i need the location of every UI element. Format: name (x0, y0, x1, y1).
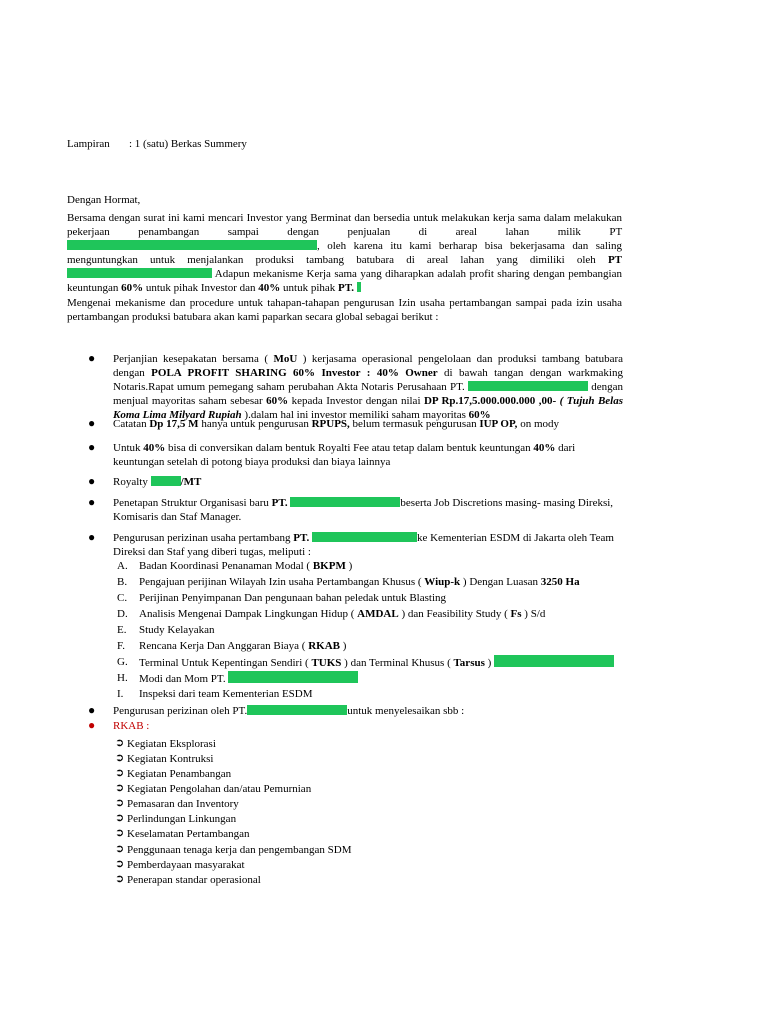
intro-text: Bersama dengan surat ini kami mencari Investor yang Berminat dan bersedia untuk melakukan kerja sama dalam melakukan pekerjaan penambangan sampai dengan penjualan di areal lahan milik PT (67, 212, 622, 238)
intro-text: untuk pihak (283, 282, 336, 294)
rkab-label: RKAB : (113, 720, 150, 732)
list-item-text: Penetapan Struktur Organisasi baru PT. beserta Job Discretions masing- masing Direksi, Komisaris dan Staf Manager. (113, 497, 614, 523)
redaction-mark (67, 240, 317, 250)
redaction-mark (312, 532, 417, 542)
lampiran-value: : 1 (satu) Berkas Summery (129, 138, 247, 150)
arrow-icon: ➲ (115, 737, 125, 749)
bullet-icon: ● (88, 416, 96, 430)
arrow-icon: ➲ (115, 843, 125, 855)
intro-pt: PT (607, 254, 622, 266)
redaction-mark (357, 282, 361, 292)
intro-text: Adapun mekanisme Kerja sama yang diharapkan adalah profit sharing dengan pembangian keuntungan (67, 268, 622, 294)
redaction-mark (290, 497, 400, 507)
redaction-mark (468, 381, 588, 391)
bullet-icon: ● (88, 474, 96, 488)
arrow-icon: ➲ (115, 767, 125, 779)
bullet-icon: ● (88, 495, 96, 509)
lampiran-label: Lampiran (67, 138, 110, 150)
list-item-text: Pengurusan perizinan oleh PT. untuk menyelesaikan sbb : (113, 705, 465, 717)
intro-paragraph (67, 211, 622, 295)
intro-text: , oleh karena itu kami berharap bisa bekerjasama dan saling menguntungkan untuk menjalankan produksi tambang batubara di areal lahan yang dimiliki oleh (67, 240, 622, 266)
list-item-text: Royalty /MT (113, 476, 202, 488)
bullet-icon: ● (88, 351, 96, 365)
bullet-icon: ● (88, 703, 96, 717)
greeting: Dengan Hormat, (67, 194, 141, 206)
mechanism-paragraph: Mengenai mekanisme dan procedure untuk tahapan-tahapan pengurusan Izin usaha pertambangan sampai pada izin usaha pertambangan produksi batubara akan kami paparkan secara global sebagai berikut : (67, 297, 622, 323)
bullet-icon: ● (88, 530, 96, 544)
redaction-mark (151, 476, 181, 486)
redaction-mark (228, 671, 358, 683)
arrow-icon: ➲ (115, 752, 125, 764)
document-page: Lampiran : 1 (satu) Berkas Summery Dengan Hormat, Bersama dengan surat ini kami mencari Investor yang Berminat dan bersedia untuk melakukan kerja sama dalam melakukan pekerjaan penambangan sampai dengan penjualan di areal lahan milik PT , oleh karena itu kami berharap bisa bekerjasama dan saling menguntungkan untuk menjalankan produksi tambang batubara di areal lahan yang dimiliki oleh PT Adapun mekanisme Kerja sama yang diharapkan adalah profit sharing dengan pembangian keuntungan 60% untuk pihak Investor dan 40% untuk pihak PT. Mengenai mekanisme dan procedure untuk tahapan-tahapan pengurusan Izin usaha pertambangan sampai pada izin usaha pertambangan produksi batubara akan kami paparkan secara global sebagai berikut : ● Perjanjian kesepakatan bersama ( MoU ) kerjasama operasional pengelolaan dan produksi tambang batubara dengan POLA PROFIT SHARING 60% Investor : 40% Owner di bawah tangan dengan warkmaking Notaris.Rapat umum pemegang saham perubahan Akta Notaris Perusahaan PT. dengan menjual mayoritas saham sebesar 60% kepada Investor dengan nilai DP Rp.17,5.000.000.000 ,00- ( Tujuh Belas Koma Lima Milyard Rupiah ).dalam hal ini investor memiliki saham mayoritas 60% ● Catatan Dp 17,5 M hanya untuk pengurusan RPUPS, belum termasuk pengurusan IUP OP, on mody ● Untuk 40% bisa di conversikan dalam bentuk Royalti Fee atau tetap dalam bentuk keuntungan 40% dari keuntungan setelah di potong biaya produksi dan biaya lainnya ● Royalty /MT ● Penetapan Struktur Organisasi baru PT. beserta Job Discretions masing- masing Direksi, Komisaris dan Staf Manager. ● Pengurusan perizinan usaha pertambang PT. ke Kementerian ESDM di Jakarta oleh Team Direksi dan Staf yang diberi tugas, meliputi : A. Badan Koordinasi Penanaman Modal ( BKPM ) B. Pengajuan perijinan Wilayah Izin usaha Pertambangan Khusus ( Wiup-k ) Dengan Luasan 3250 Ha C. Perijinan Penyimpanan Dan pengunaan bahan peledak untuk Blasting D. Analisis Mengenai Dampak Lingkungan Hidup ( AMDAL ) dan Feasibility Study ( Fs ) S/d E. Study Kelayakan F. Rencana Kerja Dan Anggaran Biaya ( RKAB ) G. Terminal Untuk Kepentingan Sendiri ( TUKS ) dan Terminal Khusus ( Tarsus ) H. Modi dan Mom PT. I. Inspeksi dari team Kementerian ESDM ● Pengurusan perizinan oleh PT. untuk menyelesaikan sbb : ● RKAB : ➲ Kegiatan Eksplorasi ➲ Kegiatan Kontruksi ➲ Kegiatan Penambangan ➲ Kegiatan Pengolahan dan/atau Pemurnian ➲ Pemasaran dan Inventory ➲ Perlindungan Linkungan ➲ Keselamatan Pertambangan ➲ Penggunaan tenaga kerja dan pengembangan SDM ➲ Pemberdayaan masyarakat ➲ Penerapan standar operasional (0, 0, 768, 1024)
arrow-icon: ➲ (115, 858, 125, 870)
intro-percent-investor: 60% (121, 282, 144, 294)
intro-percent-owner: 40% (258, 282, 281, 294)
redaction-mark (494, 655, 614, 667)
redaction-mark (67, 268, 212, 278)
bullet-icon: ● (88, 440, 96, 454)
list-item-text: Perjanjian kesepakatan bersama ( MoU ) kerjasama operasional pengelolaan dan produksi tambang batubara dengan POLA PROFIT SHARING 60% Investor : 40% Owner di bawah tangan dengan warkmaking Notaris.Rapat umum pemegang saham perubahan Akta Notaris Perusahaan PT. dengan menjual mayoritas saham sebesar 60% kepada Investor dengan nilai DP Rp.17,5.000.000.000 ,00- ( Tujuh Belas Koma Lima Milyard Rupiah ).dalam hal ini investor memiliki saham mayoritas 60% (113, 353, 624, 421)
lampiran-line (67, 137, 622, 151)
intro-text: untuk pihak Investor dan (145, 282, 256, 294)
redaction-mark (247, 705, 347, 715)
arrow-icon: ➲ (115, 873, 125, 885)
arrow-icon: ➲ (115, 827, 125, 839)
bullet-icon: ● (88, 718, 96, 732)
list-item-text: Untuk 40% bisa di conversikan dalam bentuk Royalti Fee atau tetap dalam bentuk keuntungan 40% dari keuntungan setelah di potong biaya produksi dan biaya lainnya (113, 442, 576, 468)
intro-pt: PT. (338, 282, 355, 294)
list-item-text: Catatan Dp 17,5 M hanya untuk pengurusan RPUPS, belum termasuk pengurusan IUP OP, on mody (113, 418, 559, 430)
list-item-text: Pengurusan perizinan usaha pertambang PT. ke Kementerian ESDM di Jakarta oleh Team Direksi dan Staf yang diberi tugas, meliputi : (113, 532, 614, 558)
arrow-icon: ➲ (115, 782, 125, 794)
arrow-icon: ➲ (115, 812, 125, 824)
arrow-icon: ➲ (115, 797, 125, 809)
